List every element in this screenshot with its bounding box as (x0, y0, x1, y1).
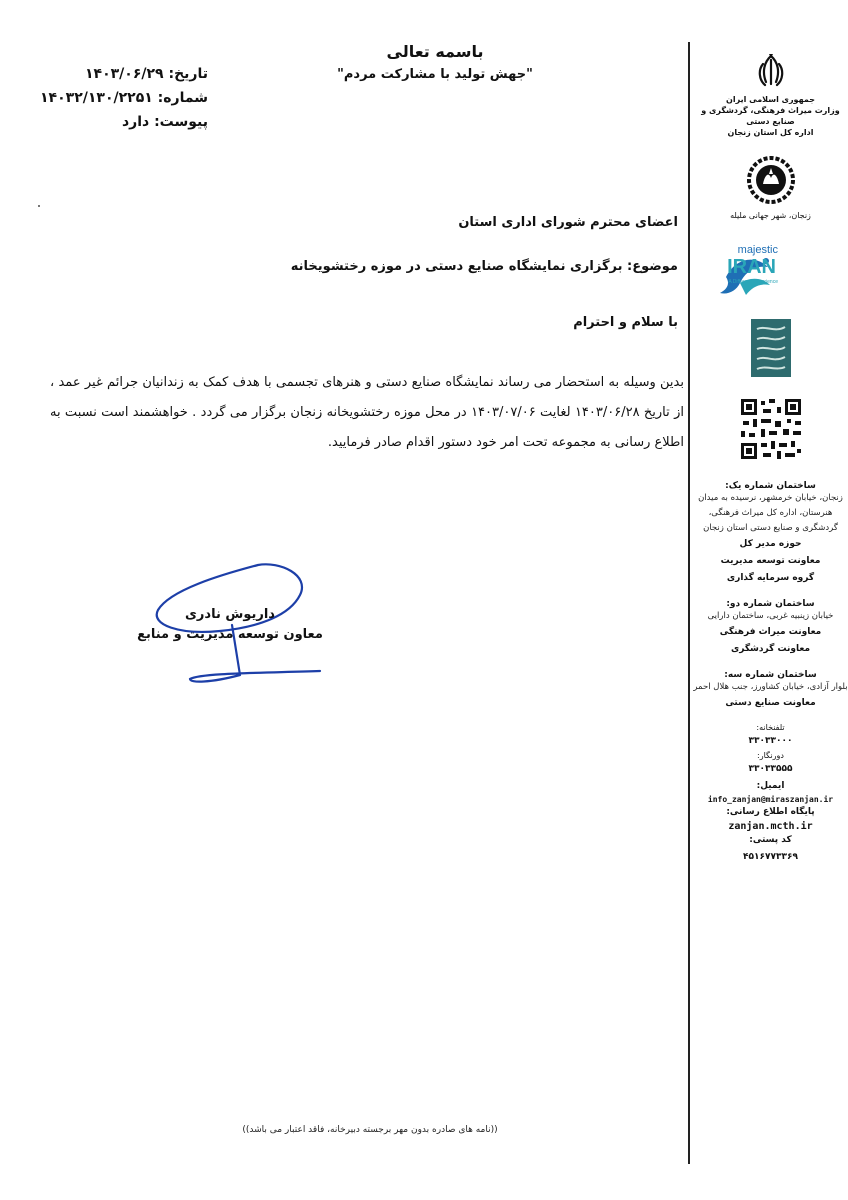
building1-unit3: گروه سرمایه گذاری (726, 573, 815, 583)
fax-label: دورنگار: (757, 751, 784, 760)
building2-address: خیابان زینبیه غربی، ساختمان دارایی (707, 611, 834, 621)
phone-label: تلفنخانه: (756, 723, 785, 732)
signatory-title: معاون توسعه مدیریت و منابع (137, 627, 323, 642)
building1-title: ساختمان شماره یک: (725, 481, 816, 491)
date-row (8, 62, 208, 86)
attachment-label: پیوست: (154, 114, 208, 130)
filigree-city-logo-icon (745, 154, 797, 206)
fax-value: ۳۳۰۳۳۵۵۵ (748, 764, 793, 774)
attachment-value: دارد (121, 114, 150, 130)
building1-unit2: معاونت توسعه مدیریت (720, 556, 821, 566)
ministry-logo-block (693, 52, 848, 138)
attachment-row (8, 110, 208, 134)
majestic-iran-logo-block (693, 237, 848, 303)
building2-unit1: معاونت میراث فرهنگی (719, 627, 822, 637)
letter-body: بدین وسیله به استحضار می رساند نمایشگاه صنایع دستی و هنرهای تجسمی با هدف کمک به زندانیان جرائم غیر عمد ، از تاریخ ۱۴۰۳/۰۶/۲۸ لغایت ۱۴۰۳/۰۷/۰۶ در محل موزه رختشویخانه زنجان برگزار می گردد . خواهشمند است نسبت به اطلاع رسانی به مجموعه تحت امر خود دستور اقدام صادر فرمایید. (50, 375, 684, 450)
number-value: ۱۴۰۳۲/۱۳۰/۲۲۵۱ (40, 90, 153, 106)
postal-value: ۴۵۱۶۷۷۳۳۶۹ (743, 852, 798, 862)
building1-unit1: حوزه مدیر کل (739, 539, 802, 549)
building2-unit2: معاونت گردشگری (730, 644, 811, 654)
craft-city-caption: زنجان، شهر جهانی ملیله (730, 211, 811, 220)
addressee: اعضای محترم شورای اداری استان (458, 215, 678, 230)
phone-row (693, 722, 848, 750)
calligraphy-poster-icon (751, 319, 791, 377)
website-label: پایگاه اطلاع رسانی: (726, 807, 815, 817)
majestic-tagline: A Different Experience (727, 279, 778, 285)
phone-value: ۳۳۰۳۳۰۰۰ (748, 736, 793, 746)
iran-word: IRAN (726, 256, 776, 278)
sidebar-divider (688, 42, 690, 1164)
basmala: باسمه تعالی (386, 42, 484, 61)
org-line1: جمهوری اسلامی ایران (726, 95, 815, 104)
date-label: تاریخ: (168, 66, 208, 82)
signatory-name: داریوش نادری (185, 607, 275, 622)
iran-emblem-icon (754, 52, 788, 90)
fax-row (693, 750, 848, 778)
email-label: ایمیل: (756, 781, 785, 791)
building1-address: زنجان، خیابان خرمشهر، نرسیده به میدان هنرستان، اداره کل میراث فرهنگی، گردشگری و صنایع دستی استان زنجان (698, 493, 843, 533)
slogan: "جهش تولید با مشارکت مردم" (337, 67, 533, 82)
postal-label: کد پستی: (749, 835, 792, 845)
date-value: ۱۴۰۳/۰۶/۲۹ (85, 66, 164, 82)
org-line2: وزارت میراث فرهنگی، گردشگری و صنایع دستی (701, 106, 840, 126)
building3-address: بلوار آزادی، خیابان کشاورز، جنب هلال احمر (693, 682, 848, 692)
building2-title: ساختمان شماره دو: (726, 599, 815, 609)
poster-logo-block (693, 319, 848, 381)
footer-note: ((نامه های صادره بدون مهر برجسته دبیرخانه، فاقد اعتبار می باشد)) (242, 1125, 498, 1135)
building3-unit1: معاونت صنایع دستی (725, 698, 816, 708)
qr-code-icon (739, 397, 803, 461)
number-row (8, 86, 208, 110)
letter-header (300, 42, 570, 82)
subject-line: موضوع: برگزاری نمایشگاه صنایع دستی در موزه رختشویخانه (290, 259, 678, 274)
sidebar (693, 52, 848, 866)
craft-city-logo-block (693, 154, 848, 221)
majestic-iran-logo-icon (706, 237, 836, 303)
scan-speck (38, 205, 40, 207)
email-value[interactable]: info_zanjan@miraszanjan.ir (707, 795, 834, 804)
qr-code-block (693, 397, 848, 465)
number-label: شماره: (157, 90, 208, 106)
website-value[interactable]: zanjan.mcth.ir (728, 821, 813, 832)
signature-block (135, 605, 325, 645)
org-line3: اداره کل استان زنجان (727, 128, 814, 137)
letter-meta (8, 62, 208, 134)
building3-title: ساختمان شماره سه: (724, 670, 817, 680)
greeting: با سلام و احترام (573, 315, 678, 330)
majestic-word: majestic (737, 244, 778, 256)
